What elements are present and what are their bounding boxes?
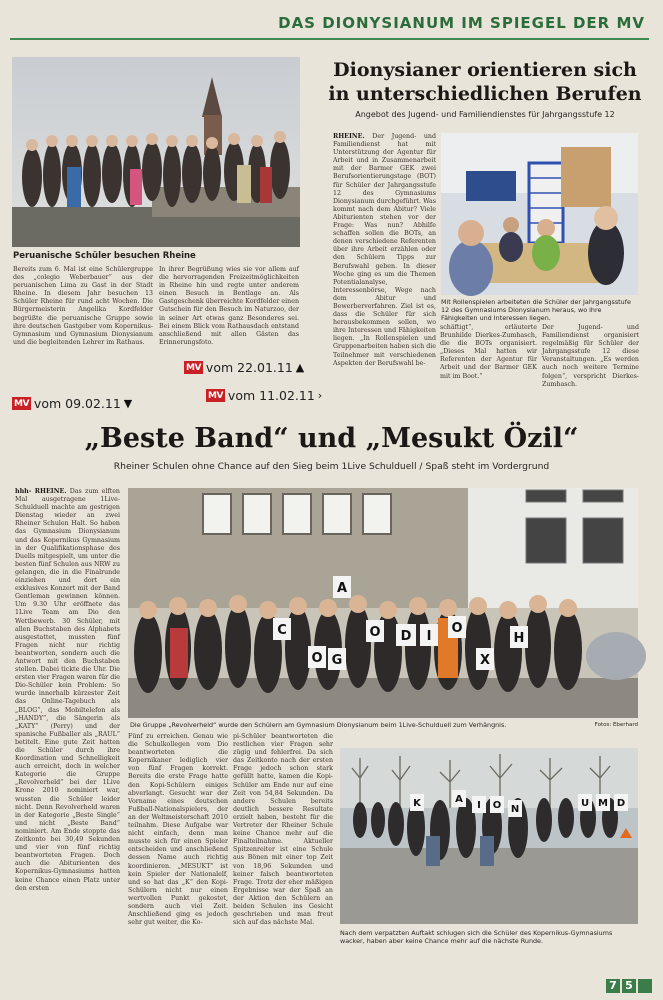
band-column-3: pi-Schüler beantworteten die restlichen vier Fragen sehr zügig und fehlerfrei. Da sich das Zeitkonto nach der ersten Frage jedoch schon stark gefüllt hatte, kamen die Kopi-Schüler am Ende nur auf eine Zeit von 54,84 Sekunden. Da andere Schulen bereits deutlich bessere Resultate erzielt haben, besteht für die Vertreter der Rheiner Schule keine Chance mehr auf die Finalteilnahme. Aktueller Spitzenreiter ist eine Schule aus Bönen mit einer top Zeit von 18,96 Sekunden und keiner falsch beantworteten Frage. Trotz der eher mäßigen Ergebnisse war der Spaß an der Aktion den Schülern an beiden Schulen ins Gesicht geschrieben und man freut sich auf das nächste Mal. — [233, 733, 333, 927]
page-number-bar — [638, 979, 652, 993]
page-header-title: DAS DIONYSIANUM IM SPIEGEL DER MV — [278, 14, 645, 32]
peru-column-1: Bereits zum 6. Mal ist eine Schülergruppe des „colegio Weberbauer“ aus der peruanischen Lima zu Gast in der Stadt Rheine. In diesem Jahr besuchen 13 Schüler Rheine für rund acht Wochen. Die Bürgermeisterin Angelika Kordfelder begrüßte die peruanische Gruppe sowie ihre deutschen Gastgeber vom Kopernikus-Gymnasium und Gymnasium Dionysianum und die begleitenden Lehrer im Rathaus. — [13, 266, 153, 346]
berufe-classroom-photo — [441, 133, 638, 295]
sign-letter: O — [369, 625, 381, 640]
mv-date: vom 11.02.11 — [227, 388, 315, 403]
mv-date: vom 22.01.11 — [205, 360, 293, 375]
sign-letter: O — [451, 621, 463, 636]
sign-letter: N — [510, 804, 520, 815]
mv-date-tag-1 — [184, 360, 304, 375]
sign-letter: I — [477, 800, 481, 811]
sign-letter: D — [616, 798, 626, 809]
sign-letter: X — [479, 653, 491, 668]
page-number-ones: 5 — [622, 979, 636, 993]
mv-logo: MV — [186, 363, 201, 373]
band-dateline: hhh- RHEINE. — [15, 488, 67, 495]
mv-logo: MV — [208, 391, 223, 401]
band-schoolyard-photo — [128, 488, 638, 718]
arrow-down-icon: ▼ — [123, 397, 133, 410]
band-subline: Rheiner Schulen ohne Chance auf den Sieg beim 1Live Schulduell / Spaß steht im Vordergrund — [113, 461, 550, 472]
sign-letter: I — [426, 629, 432, 644]
mv-date-tag-2 — [12, 396, 132, 411]
peru-caption: Peruanische Schüler besuchen Rheine — [13, 251, 196, 261]
band-photo2-caption: Nach dem verpatzten Auftakt schlugen sich die Schüler des Kopernikus-Gymnasiums wacker, haben aber keine Chance mehr auf die nächste Runde. — [340, 929, 613, 945]
sign-letter: D — [400, 629, 412, 644]
sign-letter: C — [277, 623, 287, 638]
berufe-column-3: Der Jugend- und Familiendienst organisiert regelmäßig für Schüler der Jahrgangsstufe 12 diese Veranstaltungen. „Es werden auch noch weitere Termine folgen“, verspricht Dierkes-Zumhasch. — [542, 324, 639, 388]
sign-letter: M — [598, 798, 608, 809]
sign-letter: O — [311, 651, 323, 666]
mv-date-tag-3 — [206, 388, 322, 403]
peru-group-photo — [12, 57, 300, 247]
arrow-up-icon: ▲ — [295, 361, 305, 374]
mv-logo: MV — [14, 399, 29, 409]
sign-letter: G — [331, 653, 343, 668]
berufe-column-2: schäftigt“, erläuterte Brunhilde Dierkes-Zumhasch, die die BOTs organisiert. „Dieses Mal hatten wir Referenten der Agentur für Arbeit und der Barmer GEK mit im Boot.“ — [440, 324, 537, 380]
berufe-column-1 — [333, 133, 436, 365]
page-number-tens: 7 — [606, 979, 620, 993]
peru-column-2: In ihrer Begrüßung wies sie vor allem auf die hervorragenden Freizeitmöglichkeiten in Rheine hin und regte unter anderem einen Besuch in Bentlage an. Als Gastgeschenk überreichte Kordfelder einen Gutschein für den Besuch im Naturzoo, der in seiner Art etwas ganz Besonderes sei. Bei einem Blick vom Rathausdach entstand anschließend mit allen Gästen das Erinnerungsfoto. — [159, 266, 299, 346]
band-body-1: Das zum elften Mal ausgetragene 1Live-Schulduell machte am gestrigen Dienstag wieder an zwei Rheiner Schulen Halt. So haben das Gymnasium Dionysianum und das Kopernikus Gymnasium in der Qualifikationsphase des Duells mitgespielt, um unter die besten fünf Schulen aus NRW zu gelangen, die in die Finalrunde einziehen und dort ein exklusives Konzert mit der Band Gentleman gewinnen können. Um 9.30 Uhr eröffnete das 1Live Team am Dio den Wettbewerb. 30 Schüler, mit allen Buchstaben des Alphabets ausgestattet, mussten fünf Fragen nicht nur richtig beantworten, sondern auch die Antwort mit den Buchstaben stellen. Dabei tickte die Uhr. Die ersten vier Fragen waren für die Dio-Schüler kein Problem: So wurde innerhalb kürzester Zeit das Online-Tagebuch als „BLOG“, das Mobiltelefon als „HANDY“, die Sängerin als „KATY“ (Perry) und der spanische Fußballer als „RAUL“ betitelt. Eine gute Zeit hatten die Schüler durch ihre Koordination und Schnelligkeit auch erreicht, doch in welcher Kategorie die Gruppe „Revolverheld“ bei der 1Live Krone 2010 nominiert war, wussten die Schüler leider nicht. Denn Revolverheld waren in der Kategorie „Beste Single“ und nicht „Beste Band“ nominiert. Am Ende stoppte das Zeitkonto bei 30,49 Sekunden und vier von fünf richtig beantworteten Fragen. Doch auch die Abiturienten des Kopernikus-Gymnasiums hatten keine Chance einen Platz unter den ersten — [15, 488, 120, 892]
chevron-right-icon: › — [317, 389, 323, 402]
band-school-group-photo — [340, 748, 638, 924]
sign-letter: H — [513, 631, 525, 646]
berufe-photo-caption: Mit Rollenspielen arbeiteten die Schüler der Jahrgangsstufe 12 des Gymnasiums Dionysianum heraus, wo ihre Fähigkeiten und Interessen liegen. — [441, 298, 631, 322]
header-rule — [10, 38, 649, 40]
band-photo-credit: Fotos: Eberhard — [594, 722, 638, 728]
sign-letter: A — [455, 794, 463, 805]
berufe-subline: Angebot des Jugend- und Familiendienstes für Jahrgangsstufe 12 — [355, 110, 615, 119]
band-photo-caption: Die Gruppe „Revolverheld“ wurde den Schülern am Gymnasium Dionysianum beim 1Live-Schulduell zum Verhängnis. — [130, 721, 507, 729]
sign-letter: U — [580, 798, 590, 809]
sign-letter: K — [413, 798, 421, 809]
sign-letter: A — [336, 581, 348, 596]
band-column-1 — [15, 488, 120, 982]
band-headline: „Beste Band“ und „Mesukt Özil“ — [84, 423, 579, 454]
berufe-dateline: RHEINE. — [333, 133, 365, 140]
mv-date: vom 09.02.11 — [33, 396, 121, 411]
berufe-headline-1: Dionysianer orientieren sich — [333, 59, 637, 81]
berufe-body-1: Der Jugend- und Familiendienst hat mit Unterstützung der Agentur für Arbeit und in Zusammenarbeit mit der Barmer GEK zwei Berufsorientierungstage (BOT) für Schüler der Jahrgangsstufe 12 des Gymnasiums Dionysianum durchgeführt. Was kommt nach dem Abitur? Viele Abiturienten stehen vor der Frage: Was nun? Abhilfe schaffen sollen die BOTs, an denen verschiedene Referenten über ihre Arbeit erzählen oder den Schülern Tipps zur Berufswahl geben. In dieser Woche ging es um die Themen Potentialanalyse, Interessenbörse, Wege nach dem Abitur und Bewerberverfahren. Ziel ist es, dass die Schüler für sich herausbekommen sollen, wo ihre Interessen und Fähigkeiten liegen. „In Rollenspielen und Gruppenarbeiten haben sich die Teilnehmer mit verschiedenen Aspekten der Berufswahl be- — [333, 133, 437, 367]
band-column-2: Fünf zu erreichen. Genau wie die Schulkollegen vom Dio beantworteten die Kopernikaner lediglich vier von fünf Fragen korrekt. Bereits die erste Frage hatte den Kopi-Schülern einiges abverlangt. Gesucht war der Vorname eines deutschen Fußball-Nationalspielers, der an der Weltmeisterschaft 2010 teilnahm. Diese Aufgabe war nicht einfach, denn man musste sich für einen Spieler entscheiden und anschließend dessen Name auch richtig koordinieren. „MESUKT“ ist kein Spieler der Nationalelf, und so hat das „K“ den Kopi-Schülern nicht nur einen wertvollen Punkt gekostet, sondern auch viel Zeit. Anschließend ging es jedoch sehr gut weiter, die Ko- — [128, 733, 228, 927]
berufe-headline-2: in unterschiedlichen Berufen — [328, 83, 642, 105]
sign-letter: O — [492, 800, 502, 811]
